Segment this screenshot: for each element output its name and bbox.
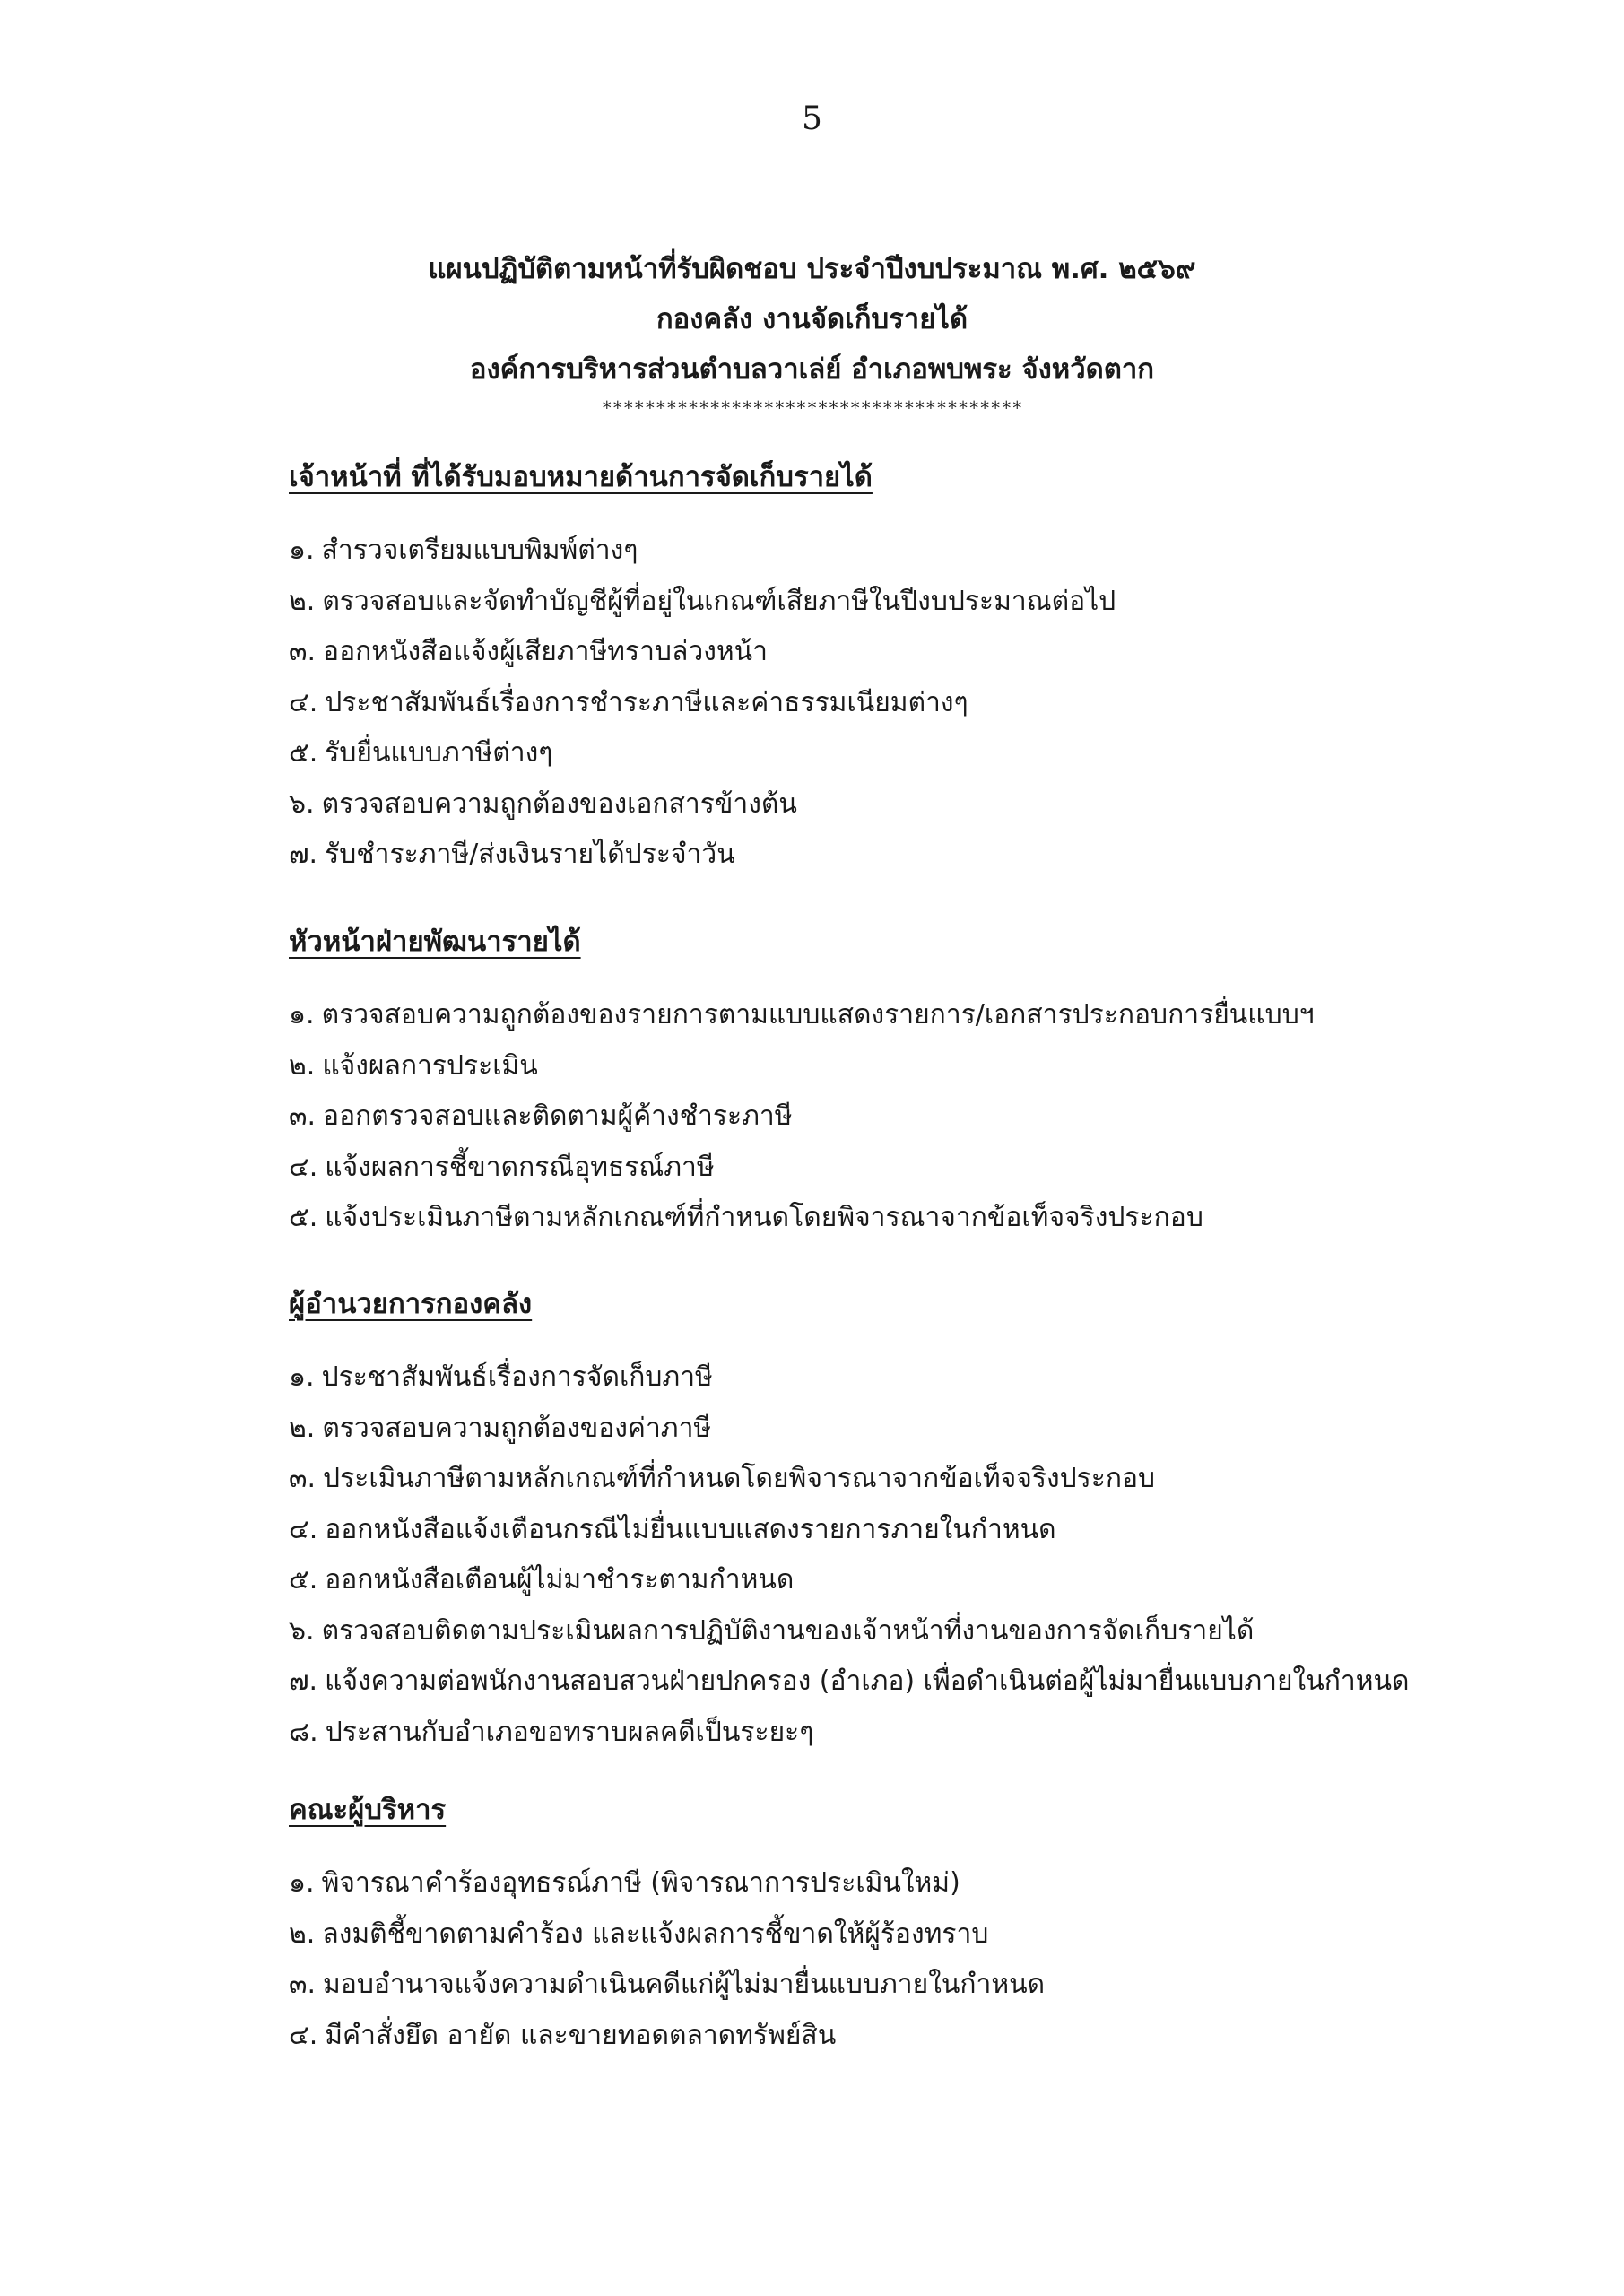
item-text: ตรวจสอบความถูกต้องของเอกสารข้างต้น	[321, 787, 797, 820]
list-item	[289, 1909, 1544, 1961]
section-title: เจ้าหน้าที่ ที่ได้รับมอบหมายด้านการจัดเก็บรายได้	[289, 461, 873, 493]
header-subtitle-division: กองคลัง งานจัดเก็บรายได้	[656, 303, 968, 335]
header-subtitle-organization: องค์การบริหารส่วนตำบลวาเล่ย์ อำเภอพบพระ จังหวัดตาก	[469, 353, 1155, 386]
list-item	[289, 728, 1544, 779]
list-item	[289, 1193, 1544, 1244]
list-item	[289, 627, 1544, 678]
section-finance-director	[289, 1283, 1544, 1758]
header-title: แผนปฏิบัติตามหน้าที่รับผิดชอบ ประจำปีงบประมาณ พ.ศ. ๒๕๖๙	[428, 253, 1196, 285]
item-number: ๒.	[289, 585, 316, 617]
item-text: แจ้งประเมินภาษีตามหลักเกณฑ์ที่กำหนดโดยพิจารณาจากข้อเท็จจริงประกอบ	[325, 1202, 1203, 1233]
list-item	[289, 1352, 1544, 1404]
list-item	[289, 1454, 1544, 1505]
section-executive-board	[289, 1788, 1544, 2061]
list-item	[289, 1143, 1544, 1194]
list-item	[289, 1606, 1544, 1657]
item-text: ประสานกับอำเภอขอทราบผลคดีเป็นระยะๆ	[325, 1716, 814, 1748]
section-title: ผู้อำนวยการกองคลัง	[289, 1288, 533, 1320]
item-number: ๗.	[289, 1665, 318, 1697]
item-text: แจ้งผลการประเมิน	[322, 1049, 538, 1082]
item-number: ๓.	[289, 1100, 317, 1132]
item-number: ๘.	[289, 1716, 318, 1748]
item-number: ๑.	[289, 1867, 315, 1899]
section-revenue-head	[289, 920, 1544, 1244]
item-number: ๔.	[289, 1151, 318, 1183]
item-text: ตรวจสอบติดตามประเมินผลการปฏิบัติงานของเจ้าหน้าที่งานของการจัดเก็บรายได้	[321, 1614, 1255, 1647]
item-text: รับยื่นแบบภาษีต่างๆ	[325, 737, 553, 769]
item-number: ๒.	[289, 1412, 316, 1444]
item-number: ๒.	[289, 1049, 316, 1082]
item-number: ๑.	[289, 1361, 315, 1393]
item-text: ออกตรวจสอบและติดตามผู้ค้างชำระภาษี	[323, 1100, 793, 1132]
item-number: ๖.	[289, 787, 315, 820]
item-text: รับชำระภาษี/ส่งเงินรายได้ประจำวัน	[325, 839, 735, 870]
list-item	[289, 830, 1544, 881]
section-title: คณะผู้บริหาร	[289, 1794, 447, 1826]
item-number: ๕.	[289, 1564, 318, 1596]
item-text: พิจารณาคำร้องอุทธรณ์ภาษี (พิจารณาการประเมินใหม่)	[321, 1867, 960, 1899]
item-number: ๔.	[289, 686, 318, 718]
section-title: หัวหน้าฝ่ายพัฒนารายได้	[289, 926, 581, 958]
list-item	[289, 678, 1544, 729]
list-item	[289, 1091, 1544, 1143]
item-text: ประชาสัมพันธ์เรื่องการจัดเก็บภาษี	[321, 1361, 713, 1393]
item-text: ตรวจสอบความถูกต้องของค่าภาษี	[322, 1412, 712, 1444]
list-item	[289, 779, 1544, 831]
item-text: ออกหนังสือแจ้งผู้เสียภาษีทราบล่วงหน้า	[323, 636, 768, 667]
list-item	[289, 1657, 1544, 1708]
list-item	[289, 1555, 1544, 1606]
item-number: ๕.	[289, 737, 318, 769]
section-revenue-officer	[289, 456, 1544, 881]
item-number: ๓.	[289, 1969, 317, 2000]
page-number: 5	[802, 100, 822, 137]
item-text: แจ้งความต่อพนักงานสอบสวนฝ่ายปกครอง (อำเภอ) เพื่อดำเนินต่อผู้ไม่มายื่นแบบภายในกำหนด	[325, 1665, 1410, 1697]
document-header	[0, 244, 1624, 422]
item-number: ๑.	[289, 535, 315, 566]
item-text: สำรวจเตรียมแบบพิมพ์ต่างๆ	[321, 535, 638, 566]
item-number: ๓.	[289, 1463, 317, 1494]
item-text: ลงมติชี้ขาดตามคำร้อง และแจ้งผลการชี้ขาดให้ผู้ร้องทราบ	[322, 1918, 989, 1950]
list-item	[289, 1041, 1544, 1092]
list-item	[289, 1960, 1544, 2011]
item-number: ๖.	[289, 1614, 315, 1647]
item-number: ๔.	[289, 2019, 318, 2051]
list-item	[289, 526, 1544, 577]
list-item	[289, 1708, 1544, 1759]
item-number: ๕.	[289, 1202, 318, 1233]
item-text: ออกหนังสือแจ้งเตือนกรณีไม่ยื่นแบบแสดงรายการภายในกำหนด	[325, 1513, 1056, 1545]
item-text: แจ้งผลการชี้ขาดกรณีอุทธรณ์ภาษี	[325, 1151, 715, 1183]
header-divider-stars: ***************************************	[601, 397, 1023, 419]
item-text: ประชาสัมพันธ์เรื่องการชำระภาษีและค่าธรรมเนียมต่างๆ	[325, 686, 968, 718]
item-number: ๗.	[289, 839, 318, 870]
item-text: ตรวจสอบความถูกต้องของรายการตามแบบแสดงรายการ/เอกสารประกอบการยื่นแบบฯ	[321, 999, 1315, 1031]
list-item	[289, 1505, 1544, 1556]
list-item	[289, 2011, 1544, 2062]
item-number: ๒.	[289, 1918, 316, 1950]
list-item	[289, 1404, 1544, 1455]
item-number: ๔.	[289, 1513, 318, 1545]
item-text: มอบอำนาจแจ้งความดำเนินคดีแก่ผู้ไม่มายื่นแบบภายในกำหนด	[323, 1969, 1046, 2000]
item-text: ออกหนังสือเตือนผู้ไม่มาชำระตามกำหนด	[325, 1564, 795, 1596]
item-number: ๑.	[289, 999, 315, 1031]
item-number: ๓.	[289, 636, 317, 667]
list-item	[289, 990, 1544, 1041]
list-item	[289, 1858, 1544, 1909]
item-text: ประเมินภาษีตามหลักเกณฑ์ที่กำหนดโดยพิจารณาจากข้อเท็จจริงประกอบ	[323, 1463, 1156, 1494]
item-text: มีคำสั่งยึด อายัด และขายทอดตลาดทรัพย์สิน	[325, 2019, 837, 2051]
list-item	[289, 577, 1544, 628]
item-text: ตรวจสอบและจัดทำบัญชีผู้ที่อยู่ในเกณฑ์เสียภาษีในปีงบประมาณต่อไป	[322, 585, 1116, 617]
